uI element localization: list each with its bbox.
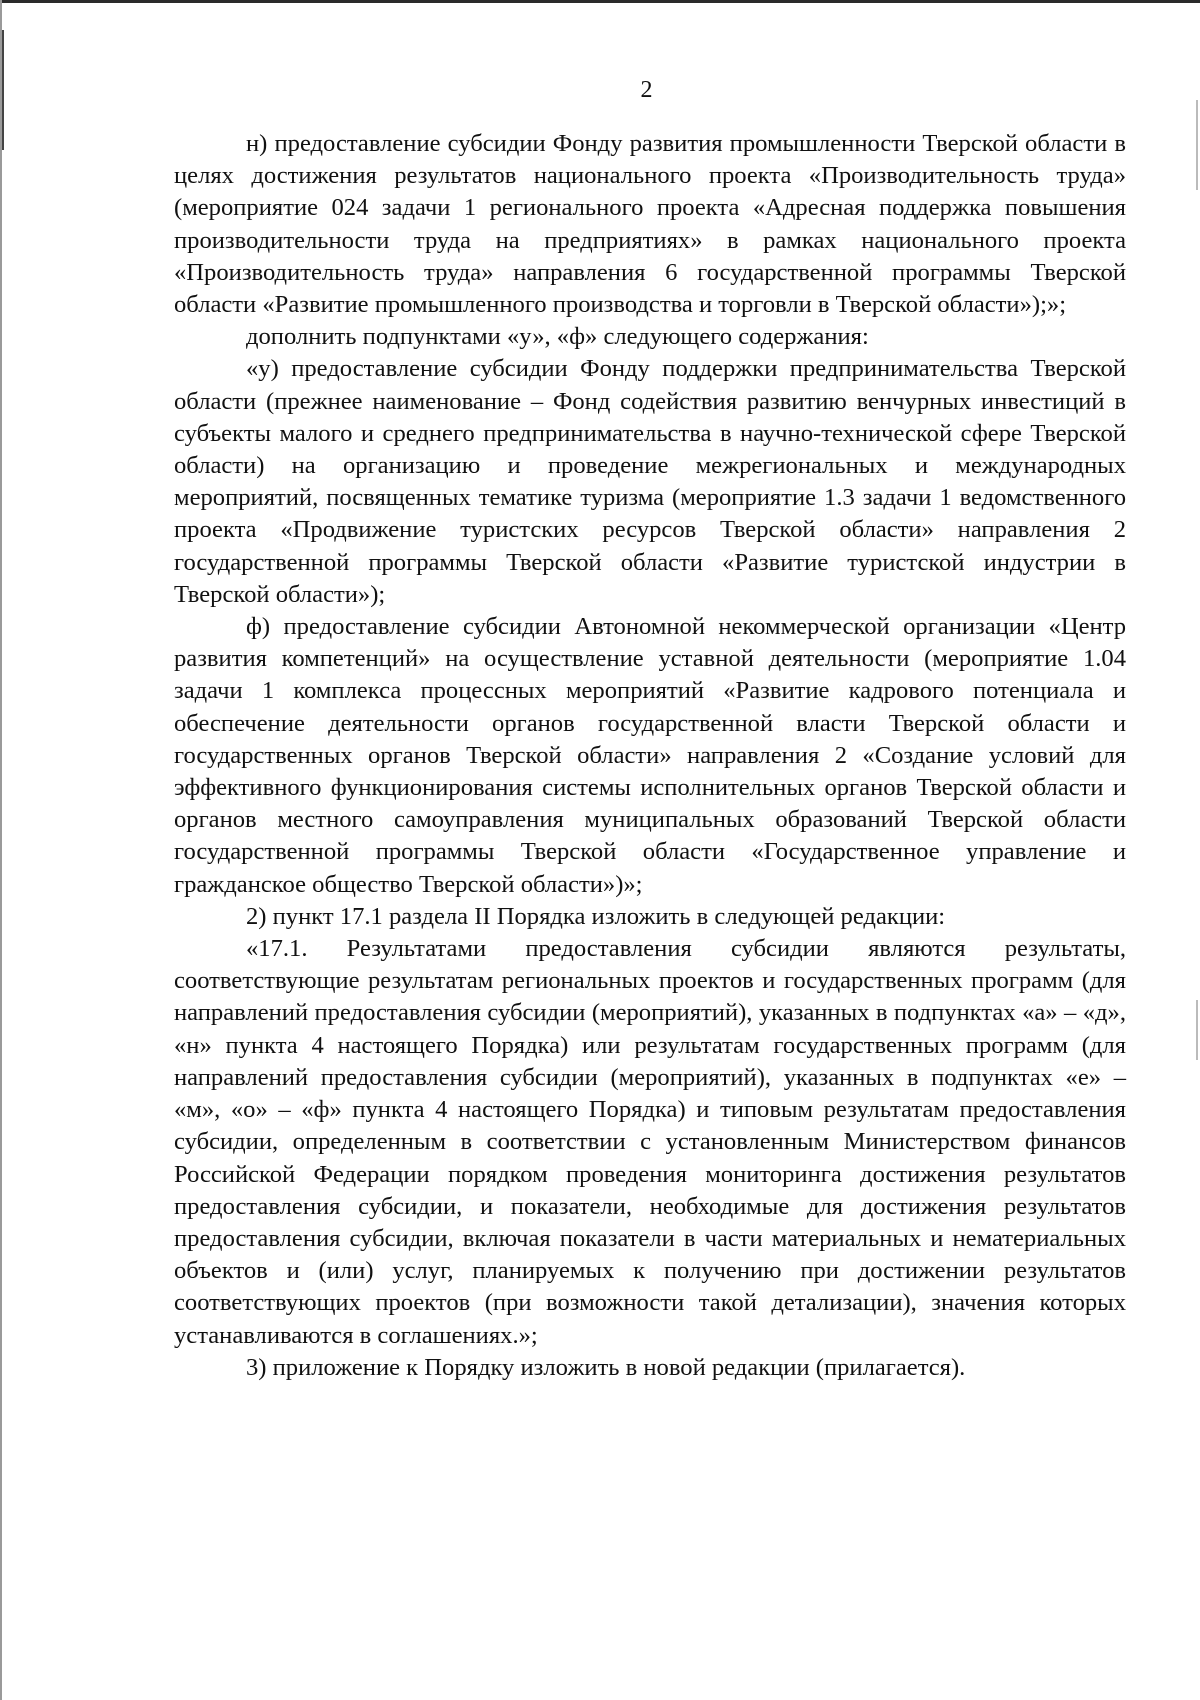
paragraph-item-3: 3) приложение к Порядку изложить в новой редакции (прилагается).	[246, 1353, 966, 1381]
paragraph-item-2: 2) пункт 17.1 раздела II Порядка изложить в следующей редакции:	[246, 902, 946, 930]
paragraph-amend-intro: дополнить подпунктами «у», «ф» следующего содержания:	[246, 323, 869, 351]
paragraph-subitem-f: ф) предоставление субсидии Автономной некоммерческой организации «Центр развития компетенций» на осуществление уставной деятельности (мероприятие 1.04 задачи 1 комплекса процессных мероприятий «Развитие кадрового потенциала и обеспечение деятельности органов государственной власти Тверской области и государственных органов Тверской области» направления 2 «Создание условий для эффективного функционирования системы исполнительных органов Тверской области и органов местного самоуправления муниципальных образований Тверской области государственной программы Тверской области «Государственное управление и гражданское общество Тверской области»)»;	[174, 613, 1126, 898]
page-number: 2	[640, 77, 653, 103]
scan-edge-top	[0, 0, 1200, 3]
paragraph-subitem-n: н) предоставление субсидии Фонду развития промышленности Тверской области в целях достижения результатов национального проекта «Производительность труда» (мероприятие 024 задачи 1 регионального проекта «Адресная поддержка повышения производительности труда на предприятиях» в рамках национального проекта «Производительность труда» направления 6 государственной программы Тверской области «Развитие промышленного производства и торговли в Тверской области»);»;	[174, 130, 1126, 319]
scan-edge-left	[0, 0, 2, 1700]
paragraph-clause-17-1: «17.1. Результатами предоставления субсидии являются результаты, соответствующие результатам региональных проектов и государственных программ (для направлений предоставления субсидии (мероприятий), указанных в подпунктах «а» – «д», «н» пункта 4 настоящего Порядка) или результатам государственных программ (для направлений предоставления субсидии (мероприятий), указанных в подпунктах «е» – «м», «о» – «ф» пункта 4 настоящего Порядка) и типовым результатам предоставления субсидии, определенным в соответствии с установленным Министерством финансов Российской Федерации порядком проведения мониторинга достижения результатов предоставления субсидии, и показатели, необходимые для достижения результатов предоставления субсидии, включая показатели в части материальных и нематериальных объектов и (или) услуг, планируемых к получению при достижении результатов соответствующих проектов (при возможности такой детализации), значения которых устанавливаются в соглашениях.»;	[174, 935, 1126, 1349]
document-body	[174, 128, 1126, 1384]
scan-mark-right	[1196, 100, 1198, 190]
scan-mark-right	[1196, 1000, 1198, 1060]
paragraph-subitem-u: «у) предоставление субсидии Фонду поддержки предпринимательства Тверской области (прежнее наименование – Фонд содействия развитию венчурных инвестиций в субъекты малого и среднего предпринимательства в научно-технической сфере Тверской области) на организацию и проведение межрегиональных и международных мероприятий, посвященных тематике туризма (мероприятие 1.3 задачи 1 ведомственного проекта «Продвижение туристских ресурсов Тверской области» направления 2 государственной программы Тверской области «Развитие туристской индустрии в Тверской области»);	[174, 355, 1126, 608]
